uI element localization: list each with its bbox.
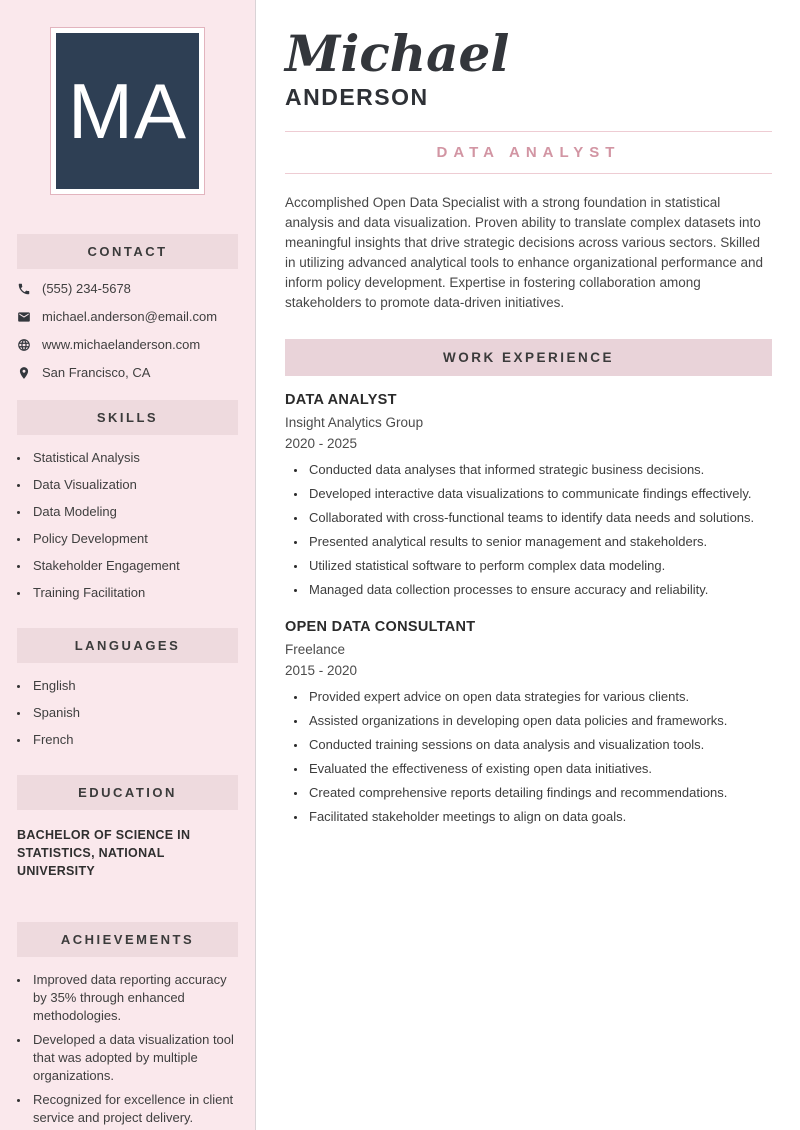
job-company: Insight Analytics Group xyxy=(285,415,424,430)
job-bullet: • Conducted data analyses that informed strategic business decisions. xyxy=(307,463,772,477)
job-bullet: • Utilized statistical software to perform complex data modeling. xyxy=(307,559,772,573)
job-bullet: • Developed interactive data visualizations to communicate findings effectively. xyxy=(307,487,772,501)
job-bullet: • Provided expert advice on open data strategies for various clients. xyxy=(307,690,772,704)
job-company: Freelance xyxy=(285,642,346,657)
avatar: MA xyxy=(56,33,199,189)
contact-email[interactable]: michael.anderson@email.com xyxy=(42,309,218,324)
contact-list xyxy=(17,281,238,380)
job-entry-data-analyst xyxy=(285,392,772,597)
skill-item: • Training Facilitation xyxy=(30,584,238,602)
skills-section-header: SKILLS xyxy=(17,400,238,435)
summary-paragraph: Accomplished Open Data Specialist with a strong foundation in statistical analysis and data visualization. Proven ability to translate complex datasets into meaningful insights that drive strategic decisions across various sectors. Skilled in utilizing advanced analytical tools to enhance organizational performance and inform policy development. Expertise in fostering collaboration among stakeholders to promote data-driven initiatives. xyxy=(285,195,764,310)
role-block xyxy=(285,131,772,174)
job-entry-open-data-consultant xyxy=(285,619,772,824)
language-item: • French xyxy=(30,731,238,749)
job-title: DATA ANALYST xyxy=(285,392,397,408)
contact-phone: (555) 234-5678 xyxy=(42,281,131,296)
contact-section-header: CONTACT xyxy=(17,234,238,269)
achievement-item: • Improved data reporting accuracy by 35% through enhanced methodologies. xyxy=(30,971,238,1025)
avatar-frame xyxy=(50,27,205,195)
achievement-item: • Recognized for excellence in client service and project delivery. xyxy=(30,1091,238,1127)
job-bullet: • Conducted training sessions on data analysis and visualization tools. xyxy=(307,738,772,752)
sidebar xyxy=(0,0,256,1130)
work-experience-header: WORK EXPERIENCE xyxy=(285,339,772,376)
globe-icon xyxy=(17,338,31,352)
contact-website[interactable]: www.michaelanderson.com xyxy=(42,337,201,352)
job-bullet: • Collaborated with cross-functional teams to identify data needs and solutions. xyxy=(307,511,772,525)
contact-row-phone xyxy=(17,281,238,296)
job-bullet: • Managed data collection processes to ensure accuracy and reliability. xyxy=(307,583,772,597)
education-degree: BACHELOR OF SCIENCE IN STATISTICS, NATIONAL UNIVERSITY xyxy=(17,828,191,878)
languages-list xyxy=(17,677,238,749)
phone-icon xyxy=(17,282,31,296)
job-bullet: • Assisted organizations in developing open data policies and frameworks. xyxy=(307,714,772,728)
achievement-item: • Developed a data visualization tool that was adopted by multiple organizations. xyxy=(30,1031,238,1085)
skill-item: • Statistical Analysis xyxy=(30,449,238,467)
contact-row-email xyxy=(17,309,238,324)
job-title: OPEN DATA CONSULTANT xyxy=(285,619,476,635)
job-dates: 2015 - 2020 xyxy=(285,663,358,678)
job-bullet: • Evaluated the effectiveness of existing open data initiatives. xyxy=(307,762,772,776)
last-name: ANDERSON xyxy=(285,84,429,110)
role-title: DATA ANALYST xyxy=(436,144,621,161)
achievements-section-header: ACHIEVEMENTS xyxy=(17,922,238,957)
email-icon xyxy=(17,310,31,324)
job-dates: 2020 - 2025 xyxy=(285,436,358,451)
job-bullet: • Presented analytical results to senior management and stakeholders. xyxy=(307,535,772,549)
job-bullet: • Created comprehensive reports detailing findings and recommendations. xyxy=(307,786,772,800)
language-item: • Spanish xyxy=(30,704,238,722)
education-section-header: EDUCATION xyxy=(17,775,238,810)
contact-row-website xyxy=(17,337,238,352)
contact-location: San Francisco, CA xyxy=(42,365,151,380)
languages-section-header: LANGUAGES xyxy=(17,628,238,663)
skill-item: • Stakeholder Engagement xyxy=(30,557,238,575)
achievements-list xyxy=(17,971,238,1127)
skills-list xyxy=(17,449,238,602)
skill-item: • Data Modeling xyxy=(30,503,238,521)
location-pin-icon xyxy=(17,366,31,380)
main-column xyxy=(285,0,772,834)
job-bullets xyxy=(285,690,772,824)
contact-row-location xyxy=(17,365,238,380)
first-name: Michael xyxy=(285,24,510,83)
skill-item: • Data Visualization xyxy=(30,476,238,494)
job-bullet: • Facilitated stakeholder meetings to align on data goals. xyxy=(307,810,772,824)
job-bullets xyxy=(285,463,772,597)
language-item: • English xyxy=(30,677,238,695)
skill-item: • Policy Development xyxy=(30,530,238,548)
